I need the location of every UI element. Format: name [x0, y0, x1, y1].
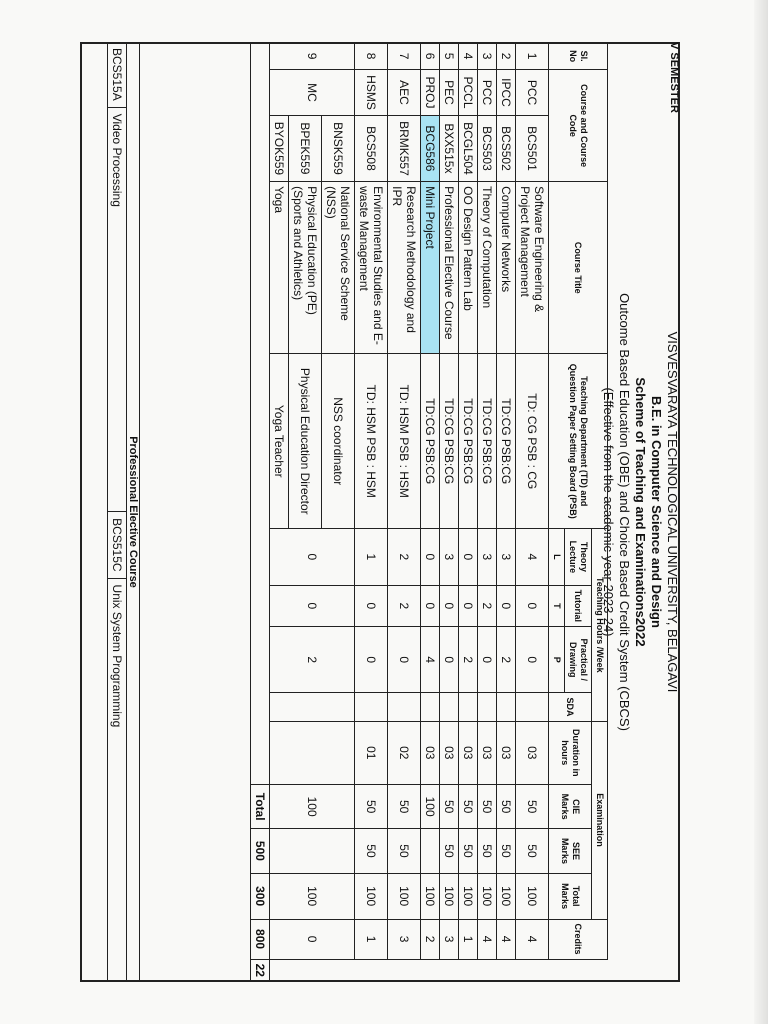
row-s [440, 693, 459, 721]
row-course-type: IPCC [497, 70, 516, 115]
table-row [388, 43, 421, 982]
row-dur: 03 [478, 721, 497, 785]
row-l: 2 [388, 529, 421, 586]
row-l: 0 [270, 529, 355, 586]
row-total: 100 [478, 873, 497, 919]
row-course-code: BCS503 [478, 115, 497, 181]
row-credits: 4 [516, 919, 549, 959]
row-credits: 0 [270, 919, 355, 959]
row-course-title: Environmental Studies and E-waste Management [355, 182, 388, 354]
totals-cie: 500 [251, 829, 270, 874]
totals-spacer [251, 43, 270, 785]
row-see: 50 [516, 829, 549, 874]
row-dur: 02 [388, 721, 421, 785]
row-dept: TD:CG PSB:CG [440, 354, 459, 529]
row-p: 0 [388, 627, 421, 693]
row-dept: TD:CG PSB:CG [421, 354, 440, 529]
table-row [459, 43, 478, 982]
col-p: P [549, 627, 565, 693]
row-t: 0 [440, 585, 459, 626]
row-s [388, 693, 421, 721]
row-course-code: BCGL504 [459, 115, 478, 181]
totals-credits: 22 [251, 959, 270, 981]
row-l: 1 [355, 529, 388, 586]
row-cie: 50 [478, 785, 497, 829]
row-dur: 03 [497, 721, 516, 785]
table-row [440, 43, 459, 982]
totals-row [251, 43, 270, 982]
col-t: T [549, 585, 565, 626]
row-course-code: BYOK559 [270, 115, 289, 181]
row-dur: 03 [459, 721, 478, 785]
row-s [497, 693, 516, 721]
col-teaching-hours: Teaching Hours /Week [592, 529, 608, 721]
col-course: Course and Course Code [549, 70, 608, 182]
row-t: 0 [459, 585, 478, 626]
row-see [421, 829, 440, 874]
scheme-table [250, 42, 608, 982]
row-total: 100 [440, 873, 459, 919]
pec-title-a: Video Processing [108, 108, 126, 512]
row-see: 50 [440, 829, 459, 874]
table-row [478, 43, 497, 982]
col-practical: Practical / Drawing [565, 627, 592, 693]
col-l: L [549, 529, 565, 586]
row-p: 0 [516, 627, 549, 693]
row-t: 0 [270, 585, 355, 626]
rotated-sheet [80, 42, 680, 982]
row-p: 2 [270, 627, 355, 693]
row-total: 100 [516, 873, 549, 919]
document-heading [600, 42, 680, 982]
row-credits: 4 [478, 919, 497, 959]
row-sl: 5 [440, 43, 459, 70]
table-body [251, 43, 549, 982]
row-t: 2 [388, 585, 421, 626]
pec-list [107, 42, 127, 982]
row-cie: 100 [421, 785, 440, 829]
row-course-type: PCCL [459, 70, 478, 115]
row-credits: 3 [440, 919, 459, 959]
row-t: 2 [478, 585, 497, 626]
row-total: 100 [459, 873, 478, 919]
col-dept: Teaching Department (TD) and Question Paper Setting Board (PSB) [549, 354, 608, 529]
row-cie: 50 [497, 785, 516, 829]
row-dur: 03 [421, 721, 440, 785]
pec-title: Professional Elective Course [127, 42, 140, 982]
row-total: 100 [497, 873, 516, 919]
row-course-code: BCG586 [421, 115, 440, 181]
row-sl: 7 [388, 43, 421, 70]
row-sl: 6 [421, 43, 440, 70]
row-dept: TD:CG PSB:CG [459, 354, 478, 529]
row-course-type: PROJ [421, 70, 440, 115]
totals-see: 300 [251, 873, 270, 919]
row-credits: 2 [421, 919, 440, 959]
row-p: 0 [355, 627, 388, 693]
row-t: 0 [516, 585, 549, 626]
table-row [497, 43, 516, 982]
row-course-title: Professional Elective Course [440, 182, 459, 354]
col-see: SEE Marks [549, 829, 592, 874]
col-sl: Sl. No [549, 43, 608, 70]
row-course-title: Physical Education (PE) (Sports and Athletics) [289, 182, 322, 354]
row-course-type: AEC [388, 70, 421, 115]
table-row [421, 43, 440, 982]
row-l: 3 [440, 529, 459, 586]
program-name: B.E. in Computer Science and Design [649, 396, 664, 628]
row-see: 50 [388, 829, 421, 874]
semester-label: V SEMESTER [668, 42, 680, 113]
row-sl: 2 [497, 43, 516, 70]
row-dur [270, 721, 355, 785]
row-s [516, 693, 549, 721]
row-dept: TD: HSM PSB : HSM [388, 354, 421, 529]
pec-block [107, 42, 140, 982]
row-course-type: MC [270, 70, 355, 115]
row-course-title: National Service Scheme (NSS) [322, 182, 355, 354]
row-dur: 01 [355, 721, 388, 785]
university-name: VISVESVARAYA TECHNOLOGICAL UNIVERSITY, BELAGAVI [665, 331, 680, 693]
totals-label: Total [251, 785, 270, 829]
row-course-title: Research Methodology and IPR [388, 182, 421, 354]
row-sl: 1 [516, 43, 549, 70]
col-theory: Theory Lecture [565, 529, 592, 586]
row-dept: TD:CG PSB:CG [497, 354, 516, 529]
row-l: 4 [516, 529, 549, 586]
row-t: 0 [355, 585, 388, 626]
totals-total: 800 [251, 919, 270, 959]
row-p: 2 [459, 627, 478, 693]
col-title: Course Title [549, 182, 608, 354]
row-course-code: BCS508 [355, 115, 388, 181]
scheme-title: Scheme of Teaching and Examinations2022 [633, 377, 648, 647]
row-course-code: BRMK557 [388, 115, 421, 181]
obe-line: Outcome Based Education (OBE) and Choice Based Credit System (CBCS) [617, 293, 632, 731]
row-s [355, 693, 388, 721]
table-row [516, 43, 549, 982]
table-row [355, 43, 388, 982]
row-dur: 03 [516, 721, 549, 785]
row-course-type: PCC [478, 70, 497, 115]
row-s [478, 693, 497, 721]
row-sl: 8 [355, 43, 388, 70]
row-credits: 4 [497, 919, 516, 959]
row-sl: 9 [270, 43, 355, 70]
table-row-mc [322, 43, 355, 982]
pec-title-c: Unix System Programming [110, 584, 124, 728]
col-credits: Credits [549, 919, 608, 959]
row-course-code: BXX515x [440, 115, 459, 181]
row-p: 2 [497, 627, 516, 693]
row-dept: Yoga Teacher [270, 354, 289, 529]
row-p: 0 [478, 627, 497, 693]
row-see: 50 [497, 829, 516, 874]
row-l: 0 [421, 529, 440, 586]
row-dept: TD: CG PSB : CG [516, 354, 549, 529]
row-course-title: Theory of Computation [478, 182, 497, 354]
row-s [270, 693, 355, 721]
effective-line: (Effective from the academic year 2023-24) [601, 387, 616, 637]
row-sl: 3 [478, 43, 497, 70]
row-course-title: OO Design Pattern Lab [459, 182, 478, 354]
row-see: 50 [459, 829, 478, 874]
row-course-code: BCS501 [516, 115, 549, 181]
row-cie: 50 [440, 785, 459, 829]
row-dept: TD: HSM PSB : HSM [355, 354, 388, 529]
row-course-type: PEC [440, 70, 459, 115]
row-course-type: PCC [516, 70, 549, 115]
col-cie: CIE Marks [549, 785, 592, 829]
row-course-code: BCS502 [497, 115, 516, 181]
row-credits: 1 [355, 919, 388, 959]
row-sl: 4 [459, 43, 478, 70]
row-s [459, 693, 478, 721]
row-dept: TD:CG PSB:CG [478, 354, 497, 529]
row-see [270, 829, 355, 874]
row-course-title: Computer Networks [497, 182, 516, 354]
row-see: 50 [355, 829, 388, 874]
row-cie: 50 [516, 785, 549, 829]
row-cie: 50 [459, 785, 478, 829]
row-total: 100 [388, 873, 421, 919]
row-cie: 50 [388, 785, 421, 829]
row-credits: 1 [459, 919, 478, 959]
row-dept: Physical Education Director [289, 354, 322, 529]
row-credits: 3 [388, 919, 421, 959]
row-dept: NSS coordinator [322, 354, 355, 529]
col-duration: Duration in hours [549, 721, 592, 785]
row-p: 4 [421, 627, 440, 693]
row-cie: 50 [355, 785, 388, 829]
row-total: 100 [421, 873, 440, 919]
row-see: 50 [478, 829, 497, 874]
row-cie: 100 [270, 785, 355, 829]
col-total: Total Marks [549, 873, 592, 919]
row-total: 100 [355, 873, 388, 919]
row-total: 100 [270, 873, 355, 919]
col-sda: SDA [549, 693, 592, 721]
row-l: 3 [478, 529, 497, 586]
col-tutorial: Tutorial [565, 585, 592, 626]
row-t: 0 [497, 585, 516, 626]
row-course-code: BPEK559 [289, 115, 322, 181]
row-s [421, 693, 440, 721]
row-t: 0 [421, 585, 440, 626]
page-edge-shadow [754, 0, 768, 1024]
row-course-title: Yoga [270, 182, 289, 354]
row-l: 0 [459, 529, 478, 586]
row-dur: 03 [440, 721, 459, 785]
row-course-code: BNSK559 [322, 115, 355, 181]
row-l: 3 [497, 529, 516, 586]
pec-code-a: BCS515A [108, 42, 126, 108]
col-examination: Examination [592, 721, 608, 919]
row-course-title: Mini Project [421, 182, 440, 354]
pec-code-c: BCS515C [108, 512, 126, 578]
row-p: 0 [440, 627, 459, 693]
row-course-title: Software Engineering & Project Management [516, 182, 549, 354]
row-course-type: HSMS [355, 70, 388, 115]
